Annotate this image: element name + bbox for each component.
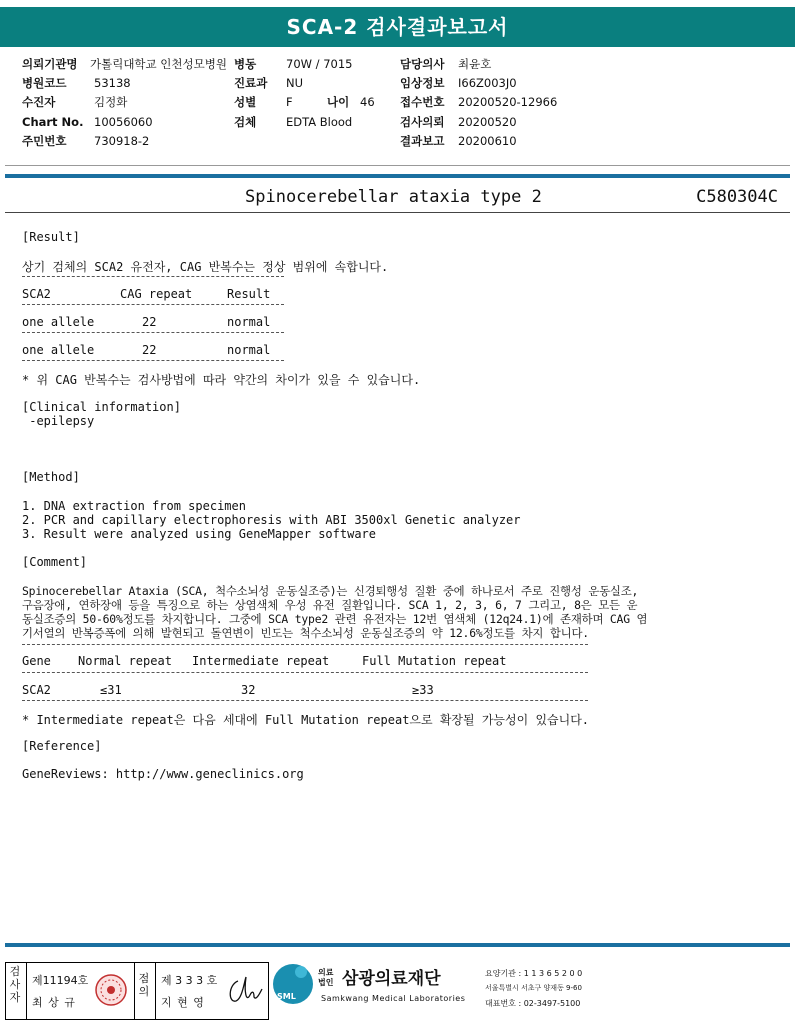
age-label: 나이 [327,95,350,109]
org-info-1: 요양기관 : 1 1 3 6 5 2 0 0 [485,969,583,978]
reviewer-id: 제 3 3 3 호 [161,974,218,987]
department-label: 진료과 [234,76,268,90]
table-rule [22,276,284,277]
box-divider [155,963,156,1019]
report-title: SCA-2 검사결과보고서 [0,7,795,47]
clinical-heading: [Clinical information] [22,400,181,414]
logo-text: SML [277,992,296,1001]
reviewer-label: 점의 [138,972,150,998]
footer-divider [5,943,790,947]
patient-name-value: 김정화 [94,95,128,109]
comment-line-4: 기서열의 반복증폭에 의해 발현되고 돌연변이 빈도는 척수소뇌성 운동실조증의 약 12.6%정도를 차지 합니다. [22,626,589,640]
accession-label: 접수번호 [400,95,445,109]
signature-box [5,962,269,1020]
chart-no-value: 10056060 [94,115,153,129]
resident-no-value: 730918-2 [94,134,150,148]
test-name: Spinocerebellar ataxia type 2 [245,187,542,207]
specimen-label: 검체 [234,115,257,129]
clinical-info-label: 임상정보 [400,76,445,90]
report-date-label: 결과보고 [400,134,445,148]
divider [5,165,790,166]
table-rule [22,700,588,701]
signature-icon [224,973,264,1009]
org-name: 삼광의료재단 [342,969,441,989]
result-heading: [Result] [22,230,80,244]
org-info-3: 대표번호 : 02-3497-5100 [485,999,581,1008]
reference-heading: [Reference] [22,739,102,753]
tester-label: 검사자 [9,965,21,1004]
result-row1-repeat: 22 [142,315,157,329]
gene-col-gene: Gene [22,654,51,668]
test-code: C580304C [696,187,778,207]
sex-value: F [286,95,293,109]
gene-col-intermediate: Intermediate repeat [192,654,330,668]
table-rule [22,672,588,673]
hospital-label: 의뢰기관명 [22,57,78,71]
method-step-1: 1. DNA extraction from specimen [22,499,246,513]
ward-value: 70W / 7015 [286,57,353,71]
reviewer-name: 지 현 영 [161,996,205,1009]
comment-line-3: 동실조증의 50-60%정도를 차지합니다. 그중에 SCA type2 관련 유전자는 12번 염색체 (12q24.1)에 존재하며 CAG 염 [22,612,648,626]
resident-no-label: 주민번호 [22,134,67,148]
gene-row-full: ≥33 [412,683,434,697]
org-prefix: 의료법인 [318,968,334,987]
chart-no-label: Chart No. [22,115,84,129]
comment-line-1: Spinocerebellar Ataxia (SCA, 척수소뇌성 운동실조증)는 신경퇴행성 질환 중에 하나로서 주로 진행성 운동실조, [22,584,639,598]
seal-stamp-icon [94,973,128,1007]
table-rule [22,644,588,645]
gene-col-normal: Normal repeat [78,654,172,668]
result-row2-result: normal [227,343,271,357]
method-step-2: 2. PCR and capillary electrophoresis with ABI 3500xl Genetic analyzer [22,513,521,527]
table-rule [22,360,284,361]
report-date-value: 20200610 [458,134,517,148]
divider-thick [5,174,790,178]
accession-value: 20200520-12966 [458,95,558,109]
result-col-result: Result [227,287,271,301]
org-english-name: Samkwang Medical Laboratories [321,994,466,1003]
tester-id: 제11194호 [32,974,89,987]
result-row1-result: normal [227,315,271,329]
method-step-3: 3. Result were analyzed using GeneMapper software [22,527,377,541]
hospital-code-value: 53138 [94,76,131,90]
gene-col-full: Full Mutation repeat [362,654,507,668]
org-info-2: 서울특별시 서초구 양재동 9-60 [485,984,582,992]
department-value: NU [286,76,304,90]
gene-row-gene: SCA2 [22,683,51,697]
age-value: 46 [360,95,375,109]
result-row2-allele: one allele [22,343,95,357]
doctor-value: 최윤호 [458,57,492,71]
result-col-cag: CAG repeat [120,287,193,301]
hospital-value: 가톨릭대학교 인천성모병원 [90,57,227,71]
box-divider [26,963,27,1019]
reference-text: GeneReviews: http://www.geneclinics.org [22,767,304,781]
result-row2-repeat: 22 [142,343,157,357]
ward-label: 병동 [234,57,257,71]
comment-line-2: 구음장애, 연하장애 등을 특징으로 하는 상염색체 우성 유전 질환입니다. SCA 1, 2, 3, 6, 7 그리고, 8은 모든 운 [22,598,638,612]
doctor-label: 담당의사 [400,57,445,71]
request-date-value: 20200520 [458,115,517,129]
result-row1-allele: one allele [22,315,95,329]
comment-heading: [Comment] [22,555,88,569]
report-footer [5,962,790,1024]
clinical-info-value: I66Z003J0 [458,76,517,90]
hospital-code-label: 병원코드 [22,76,67,90]
method-heading: [Method] [22,470,80,484]
result-col-gene: SCA2 [22,287,51,301]
clinical-text: -epilepsy [22,414,95,428]
specimen-value: EDTA Blood [286,115,353,129]
result-summary: 상기 검체의 SCA2 유전자, CAG 반복수는 정상 범위에 속합니다. [22,260,389,274]
gene-row-intermediate: 32 [241,683,256,697]
comment-note: * Intermediate repeat은 다음 세대에 Full Mutation repeat으로 확장될 가능성이 있습니다. [22,713,590,727]
test-title-row [5,184,790,213]
sex-label: 성별 [234,95,257,109]
patient-name-label: 수진자 [22,95,56,109]
tester-name: 최 상 규 [32,996,76,1009]
request-date-label: 검사의뢰 [400,115,445,129]
result-note: * 위 CAG 반복수는 검사방법에 따라 약간의 차이가 있을 수 있습니다. [22,373,421,387]
gene-row-normal: ≤31 [100,683,122,697]
table-rule [22,332,284,333]
table-rule [22,304,284,305]
